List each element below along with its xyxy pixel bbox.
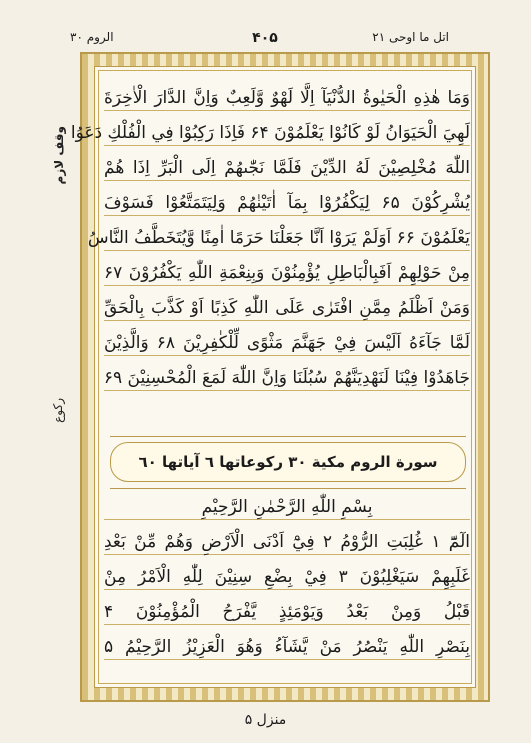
verse-line: اللّٰهَ مُخْلِصِيْنَ لَهُ الدِّيْنَ فَلَمَّا نَجّٰىهُمْ اِلَى الْبَرِّ اِذَا هُمْ (104, 156, 470, 181)
verse-line: مِنْ حَوْلِهِمْ اَفَبِالْبَاطِلِ يُؤْمِنُوْنَ وَبِنِعْمَةِ اللّٰهِ يَكْفُرُوْنَ ۶۷ (104, 261, 470, 286)
surah-title-panel (110, 442, 466, 482)
manzil-footer: منزل ۵ (244, 712, 287, 728)
page-number: ۴۰۵ (252, 30, 278, 46)
surah-running-title: الروم ۳۰ (70, 30, 114, 44)
verse-line: يَعْلَمُوْنَ ۶۶ اَوَلَمْ يَرَوْا اَنَّا جَعَلْنَا حَرَمًا اٰمِنًا وَّيُتَخَطَّفُ النَّاسُ (104, 226, 470, 251)
section-divider (110, 436, 466, 437)
verse-line: بِنَصْرِ اللّٰهِ يَنْصُرُ مَنْ يَّشَآءُ وَهُوَ الْعَزِيْزُ الرَّحِيْمُ ۵ (104, 635, 470, 660)
margin-note-waqf: وقف لازم (52, 126, 66, 185)
verse-line: قَبْلُ وَمِنْ بَعْدُ وَيَوْمَئِذٍ يَّفْرَحُ الْمُؤْمِنُوْنَ ۴ (104, 600, 470, 625)
surah-title: سورة الروم مكية ٣٠ ركوعاتها ٦ آياتها ٦٠ (138, 453, 438, 471)
basmala: بِسْمِ اللّٰهِ الرَّحْمٰنِ الرَّحِيْمِ (104, 495, 470, 520)
verse-line: الٓمّٓ ۱ غُلِبَتِ الرُّوْمُ ۲ فِيْٓ اَدْنَى الْاَرْضِ وَهُمْ مِّنْ بَعْدِ (104, 530, 470, 555)
verse-line: يُشْرِكُوْنَ ۶۵ لِيَكْفُرُوْا بِمَآ اٰتَيْنٰهُمْ وَلِيَتَمَتَّعُوْا فَسَوْفَ (104, 191, 470, 216)
verse-line: وَمَنْ اَظْلَمُ مِمَّنِ افْتَرٰى عَلَى اللّٰهِ كَذِبًا اَوْ كَذَّبَ بِالْحَقِّ (104, 296, 470, 321)
juz-running-title: اتل ما اوحی ۲۱ (372, 30, 449, 44)
margin-note-ruku: ركوع (51, 398, 65, 423)
section-divider (110, 488, 466, 489)
verse-line: غَلَبِهِمْ سَيَغْلِبُوْنَ ۳ فِيْ بِضْعِ سِنِيْنَ لِلّٰهِ الْاَمْرُ مِنْ (104, 565, 470, 590)
verse-line: لَمَّا جَآءَهُ اَلَيْسَ فِيْ جَهَنَّمَ مَثْوًى لِّلْكٰفِرِيْنَ ۶۸ وَالَّذِيْنَ (104, 331, 470, 356)
verse-line: جَاهَدُوْا فِيْنَا لَنَهْدِيَنَّهُمْ سُبُلَنَا وَاِنَّ اللّٰهَ لَمَعَ الْمُحْسِنِيْنَ ۶۹ (104, 366, 470, 391)
verse-line: لَهِيَ الْحَيَوَانُ لَوْ كَانُوْا يَعْلَمُوْنَ ۶۴ فَاِذَا رَكِبُوْا فِي الْفُلْكِ دَعَوُا (104, 121, 470, 146)
verse-line: وَمَا هٰذِهِ الْحَيٰوةُ الدُّنْيَآ اِلَّا لَهْوٌ وَّلَعِبٌ وَاِنَّ الدَّارَ الْاٰخِرَةَ (104, 86, 470, 111)
